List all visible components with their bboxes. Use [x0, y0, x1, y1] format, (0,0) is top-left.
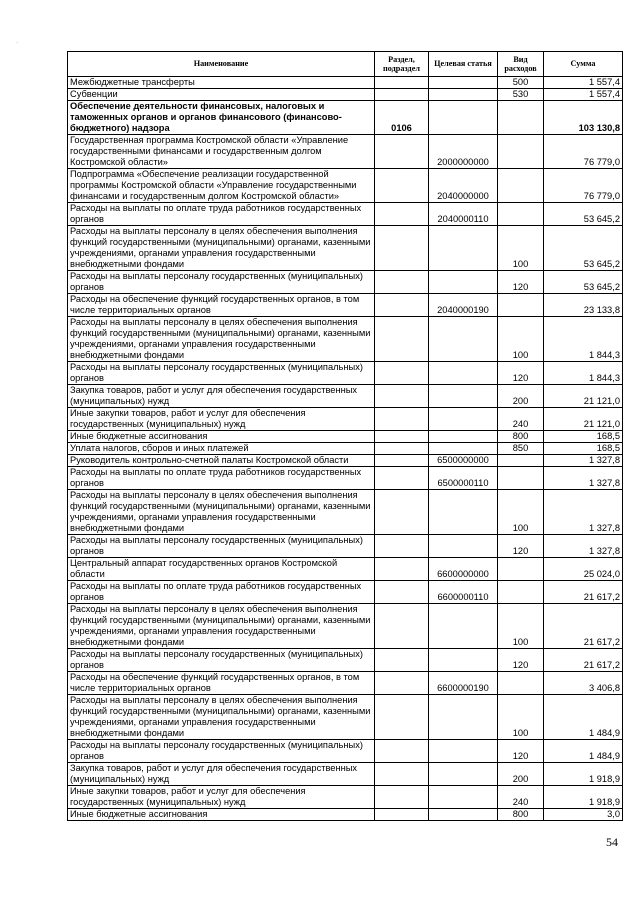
cell-expense-type [498, 581, 544, 604]
cell-section [375, 89, 429, 101]
cell-expense-type [498, 169, 544, 203]
cell-expense-type [498, 135, 544, 169]
table-row [68, 203, 623, 226]
cell-name: Расходы на выплаты по оплате труда работников государственных органов [68, 203, 375, 226]
cell-target [429, 226, 498, 271]
cell-target: 6500000110 [429, 467, 498, 490]
cell-sum: 21 121,0 [544, 408, 623, 431]
cell-name: Расходы на обеспечение функций государственных органов, в том числе территориальных органов [68, 672, 375, 695]
cell-expense-type [498, 558, 544, 581]
cell-section [375, 362, 429, 385]
cell-section [375, 226, 429, 271]
cell-name: Расходы на обеспечение функций государственных органов, в том числе территориальных органов [68, 294, 375, 317]
cell-section [375, 203, 429, 226]
cell-section [375, 809, 429, 821]
cell-target [429, 317, 498, 362]
cell-name: Иные бюджетные ассигнования [68, 431, 375, 443]
table-row [68, 604, 623, 649]
cell-section [375, 490, 429, 535]
cell-sum: 1 557,4 [544, 89, 623, 101]
cell-expense-type [498, 294, 544, 317]
cell-section: 0106 [375, 101, 429, 135]
header-sum: Сумма [544, 52, 623, 77]
cell-name: Руководитель контрольно-счетной палаты Костромской области [68, 455, 375, 467]
cell-name: Расходы на выплаты персоналу в целях обеспечения выполнения функций государственными (муниципальными) органами, казенными учреждениями, органами управления государственными внебюджетными фондами [68, 695, 375, 740]
cell-name: Расходы на выплаты персоналу государственных (муниципальных) органов [68, 535, 375, 558]
cell-name: Обеспечение деятельности финансовых, налоговых и таможенных органов и органов финансового (финансово-бюджетного) надзора [68, 101, 375, 135]
header-type: Вид расходов [498, 52, 544, 77]
cell-target: 2000000000 [429, 135, 498, 169]
header-name: Наименование [68, 52, 375, 77]
cell-section [375, 294, 429, 317]
cell-name: Расходы на выплаты персоналу государственных (муниципальных) органов [68, 649, 375, 672]
cell-section [375, 385, 429, 408]
cell-expense-type: 120 [498, 362, 544, 385]
cell-expense-type: 200 [498, 763, 544, 786]
table-row [68, 467, 623, 490]
cell-section [375, 740, 429, 763]
header-section: Раздел, подраздел [375, 52, 429, 77]
cell-section [375, 169, 429, 203]
cell-target: 6600000000 [429, 558, 498, 581]
cell-name: Расходы на выплаты по оплате труда работников государственных органов [68, 581, 375, 604]
cell-target: 2040000190 [429, 294, 498, 317]
table-row [68, 672, 623, 695]
cell-name: Расходы на выплаты персоналу в целях обеспечения выполнения функций государственными (муниципальными) органами, казенными учреждениями, органами управления государственными внебюджетными фондами [68, 317, 375, 362]
cell-sum: 53 645,2 [544, 203, 623, 226]
table-row [68, 809, 623, 821]
cell-sum: 76 779,0 [544, 169, 623, 203]
cell-target [429, 604, 498, 649]
table-row [68, 89, 623, 101]
cell-section [375, 455, 429, 467]
cell-sum: 168,5 [544, 443, 623, 455]
table-row [68, 535, 623, 558]
cell-target [429, 101, 498, 135]
cell-sum: 168,5 [544, 431, 623, 443]
cell-target [429, 271, 498, 294]
scan-corner-mark: · [16, 40, 18, 46]
cell-sum: 1 918,9 [544, 786, 623, 809]
table-header-row [68, 52, 623, 77]
cell-target [429, 89, 498, 101]
cell-section [375, 763, 429, 786]
cell-target [429, 695, 498, 740]
cell-expense-type: 530 [498, 89, 544, 101]
cell-expense-type [498, 101, 544, 135]
cell-target [429, 809, 498, 821]
cell-target: 6500000000 [429, 455, 498, 467]
cell-target [429, 362, 498, 385]
table-row [68, 490, 623, 535]
cell-section [375, 271, 429, 294]
cell-expense-type [498, 203, 544, 226]
cell-target [429, 786, 498, 809]
cell-name: Государственная программа Костромской области «Управление государственными финансами и государственным долгом Костромской области» [68, 135, 375, 169]
cell-target [429, 490, 498, 535]
table-row [68, 581, 623, 604]
cell-sum: 53 645,2 [544, 226, 623, 271]
cell-expense-type: 100 [498, 226, 544, 271]
table-row [68, 362, 623, 385]
cell-sum: 1 844,3 [544, 317, 623, 362]
cell-name: Расходы на выплаты персоналу в целях обеспечения выполнения функций государственными (муниципальными) органами, казенными учреждениями, органами управления государственными внебюджетными фондами [68, 490, 375, 535]
cell-name: Центральный аппарат государственных органов Костромской области [68, 558, 375, 581]
cell-name: Расходы на выплаты персоналу в целях обеспечения выполнения функций государственными (муниципальными) органами, казенными учреждениями, органами управления государственными внебюджетными фондами [68, 604, 375, 649]
cell-target: 6600000110 [429, 581, 498, 604]
cell-section [375, 604, 429, 649]
table-row [68, 443, 623, 455]
cell-target [429, 385, 498, 408]
cell-target [429, 443, 498, 455]
cell-section [375, 581, 429, 604]
table-row [68, 101, 623, 135]
cell-expense-type: 100 [498, 317, 544, 362]
cell-sum: 23 133,8 [544, 294, 623, 317]
page-number: 54 [606, 835, 618, 849]
table-row [68, 226, 623, 271]
cell-sum: 1 484,9 [544, 740, 623, 763]
cell-expense-type: 240 [498, 786, 544, 809]
cell-expense-type: 120 [498, 271, 544, 294]
cell-expense-type: 850 [498, 443, 544, 455]
cell-sum: 53 645,2 [544, 271, 623, 294]
cell-section [375, 558, 429, 581]
cell-target: 6600000190 [429, 672, 498, 695]
table-row [68, 77, 623, 89]
cell-target [429, 431, 498, 443]
header-target: Целевая статья [429, 52, 498, 77]
cell-target [429, 763, 498, 786]
cell-expense-type: 500 [498, 77, 544, 89]
cell-expense-type: 120 [498, 740, 544, 763]
cell-name: Межбюджетные трансферты [68, 77, 375, 89]
table-row [68, 740, 623, 763]
table-row [68, 271, 623, 294]
cell-section [375, 786, 429, 809]
cell-sum: 1 327,8 [544, 490, 623, 535]
cell-expense-type: 100 [498, 604, 544, 649]
cell-section [375, 672, 429, 695]
cell-sum: 1 844,3 [544, 362, 623, 385]
cell-expense-type: 800 [498, 809, 544, 821]
cell-name: Расходы на выплаты персоналу государственных (муниципальных) органов [68, 271, 375, 294]
cell-expense-type [498, 455, 544, 467]
cell-target: 2040000110 [429, 203, 498, 226]
cell-sum: 21 617,2 [544, 649, 623, 672]
cell-expense-type: 200 [498, 385, 544, 408]
cell-name: Закупка товаров, работ и услуг для обеспечения государственных (муниципальных) нужд [68, 763, 375, 786]
budget-sheet [67, 51, 622, 821]
cell-expense-type [498, 672, 544, 695]
cell-section [375, 467, 429, 490]
cell-sum: 3,0 [544, 809, 623, 821]
cell-name: Иные бюджетные ассигнования [68, 809, 375, 821]
budget-table [67, 51, 623, 821]
cell-section [375, 443, 429, 455]
cell-sum: 21 121,0 [544, 385, 623, 408]
cell-target: 2040000000 [429, 169, 498, 203]
table-row [68, 408, 623, 431]
cell-sum: 1 484,9 [544, 695, 623, 740]
cell-section [375, 649, 429, 672]
cell-expense-type: 240 [498, 408, 544, 431]
cell-expense-type: 100 [498, 490, 544, 535]
cell-sum: 25 024,0 [544, 558, 623, 581]
cell-sum: 103 130,8 [544, 101, 623, 135]
cell-expense-type: 120 [498, 649, 544, 672]
cell-sum: 21 617,2 [544, 581, 623, 604]
cell-expense-type: 120 [498, 535, 544, 558]
cell-target [429, 77, 498, 89]
table-row [68, 135, 623, 169]
cell-target [429, 649, 498, 672]
table-row [68, 649, 623, 672]
table-body [68, 77, 623, 821]
cell-section [375, 431, 429, 443]
cell-target [429, 535, 498, 558]
cell-name: Иные закупки товаров, работ и услуг для обеспечения государственных (муниципальных) нужд [68, 408, 375, 431]
cell-name: Расходы на выплаты по оплате труда работников государственных органов [68, 467, 375, 490]
cell-name: Субвенции [68, 89, 375, 101]
table-row [68, 763, 623, 786]
cell-sum: 3 406,8 [544, 672, 623, 695]
table-row [68, 455, 623, 467]
cell-sum: 1 557,4 [544, 77, 623, 89]
cell-target [429, 408, 498, 431]
table-row [68, 169, 623, 203]
table-row [68, 317, 623, 362]
table-row [68, 431, 623, 443]
cell-name: Подпрограмма «Обеспечение реализации государственной программы Костромской области «Управление государственными финансами и государственным долгом Костромской области» [68, 169, 375, 203]
cell-sum: 1 918,9 [544, 763, 623, 786]
cell-section [375, 135, 429, 169]
cell-sum: 21 617,2 [544, 604, 623, 649]
cell-sum: 76 779,0 [544, 135, 623, 169]
cell-section [375, 535, 429, 558]
cell-name: Иные закупки товаров, работ и услуг для обеспечения государственных (муниципальных) нужд [68, 786, 375, 809]
table-row [68, 294, 623, 317]
cell-sum: 1 327,8 [544, 535, 623, 558]
cell-expense-type: 800 [498, 431, 544, 443]
cell-section [375, 408, 429, 431]
cell-target [429, 740, 498, 763]
cell-section [375, 77, 429, 89]
cell-expense-type [498, 467, 544, 490]
cell-section [375, 695, 429, 740]
cell-name: Расходы на выплаты персоналу в целях обеспечения выполнения функций государственными (муниципальными) органами, казенными учреждениями, органами управления государственными внебюджетными фондами [68, 226, 375, 271]
table-row [68, 695, 623, 740]
cell-name: Уплата налогов, сборов и иных платежей [68, 443, 375, 455]
table-row [68, 558, 623, 581]
table-row [68, 786, 623, 809]
cell-section [375, 317, 429, 362]
cell-name: Расходы на выплаты персоналу государственных (муниципальных) органов [68, 362, 375, 385]
cell-name: Закупка товаров, работ и услуг для обеспечения государственных (муниципальных) нужд [68, 385, 375, 408]
cell-expense-type: 100 [498, 695, 544, 740]
table-row [68, 385, 623, 408]
cell-sum: 1 327,8 [544, 467, 623, 490]
cell-sum: 1 327,8 [544, 455, 623, 467]
cell-name: Расходы на выплаты персоналу государственных (муниципальных) органов [68, 740, 375, 763]
